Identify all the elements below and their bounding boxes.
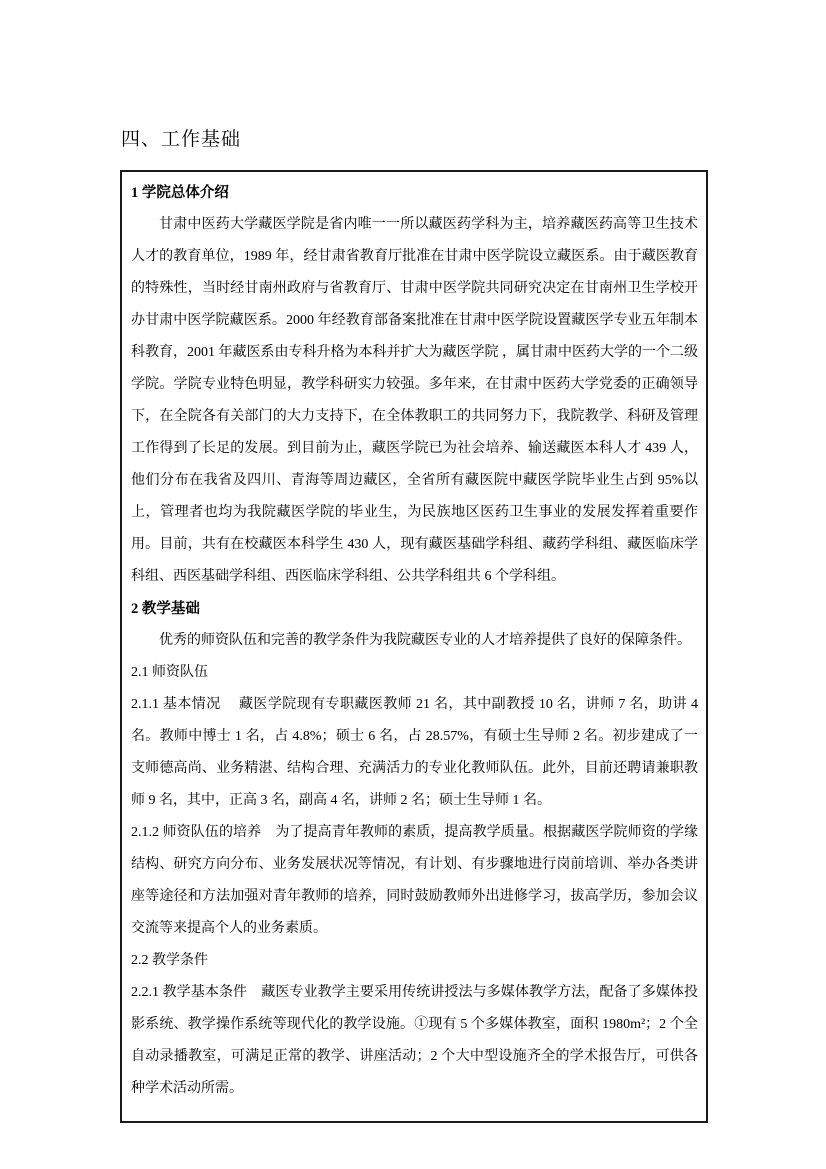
paragraph-2-1-2-faculty-training: 2.1.2 师资队伍的培养 为了提高青年教师的素质，提高教学质量。根据藏医学院师资的学缘结构、研究方向分布、业务发展状况等情况，有计划、有步骤地进行岗前培训、举办各类讲座等途径和方法加强对青年教师的培养，同时鼓励教师外出进修学习，拔高学历，参加会议交流等来提高个人的业务素质。 [131,825,698,936]
paragraph-2-1-1-faculty-basic: 2.1.1 基本情况 藏医学院现有专职藏医教师 21 名，其中副教授 10 名，讲师 7 名，助讲 4 名。教师中博士 1 名，占 4.8%；硕士 6 名，占 28.57%，有硕士生导师 2 名。初步建成了一支师德高尚、业务精湛、结构合理、充满活力的专业化教师队伍。此外，目前还聘请兼职教师 9 名，其中，正高 3 名，副高 4 名，讲师 2 名；硕士生导师 1 名。 [131,697,698,808]
paragraph-college-intro: 甘肃中医药大学藏医学院是省内唯一一所以藏医药学科为主，培养藏医药高等卫生技术人才的教育单位，1989 年，经甘肃省教育厅批准在甘肃中医学院设立藏医系。由于藏医教育的特殊性，当时经甘南州政府与省教育厅、甘肃中医学院共同研究决定在甘南州卫生学校开办甘肃中医学院藏医系。2000 年经教育部备案批准在甘肃中医学院设置藏医学专业五年制本科教育，2001 年藏医系由专科升格为本科并扩大为藏医学院 ，属甘肃中医药大学的一个二级学院。学院专业特色明显，教学科研实力较强。多年来，在甘肃中医药大学党委的正确领导下，在全院各有关部门的大力支持下，在全体教职工的共同努力下，我院教学、科研及管理工作得到了长足的发展。到目前为止，藏医学院已为社会培养、输送藏医本科人才 439 人，他们分布在我省及四川、青海等周边藏区，全省所有藏医院中藏医学院毕业生占到 95%以上，管理者也均为我院藏医学院的毕业生，为民族地区医药卫生事业的发展发挥着重要作用。目前，共有在校藏医本科学生 430 人，现有藏医基础学科组、藏药学科组、藏医临床学科组、西医基础学科组、西医临床学科组、公共学科组共 6 个学科组。 [131,217,698,584]
section-heading-teaching-basis: 2 教学基础 [131,601,200,617]
section-heading-college-intro: 1 学院总体介绍 [131,185,229,201]
paragraph-2-2-1-teaching-conditions: 2.2.1 教学基本条件 藏医专业教学主要采用传统讲授法与多媒体教学方法，配备了多媒体投影系统、教学操作系统等现代化的教学设施。①现有 5 个多媒体教室，面积 1980m²；2 个全自动录播教室，可满足正常的教学、讲座活动；2 个大中型设施齐全的学术报告厅，可供各种学术活动所需。 [131,985,698,1096]
subsection-2-2-title: 2.2 教学条件 [131,953,208,968]
document-title: 四、工作基础 [121,129,242,150]
subsection-2-1-title: 2.1 师资队伍 [131,665,208,680]
paragraph-teaching-intro: 优秀的师资队伍和完善的教学条件为我院藏医专业的人才培养提供了良好的保障条件。 [159,633,691,648]
content-table [120,170,708,1123]
